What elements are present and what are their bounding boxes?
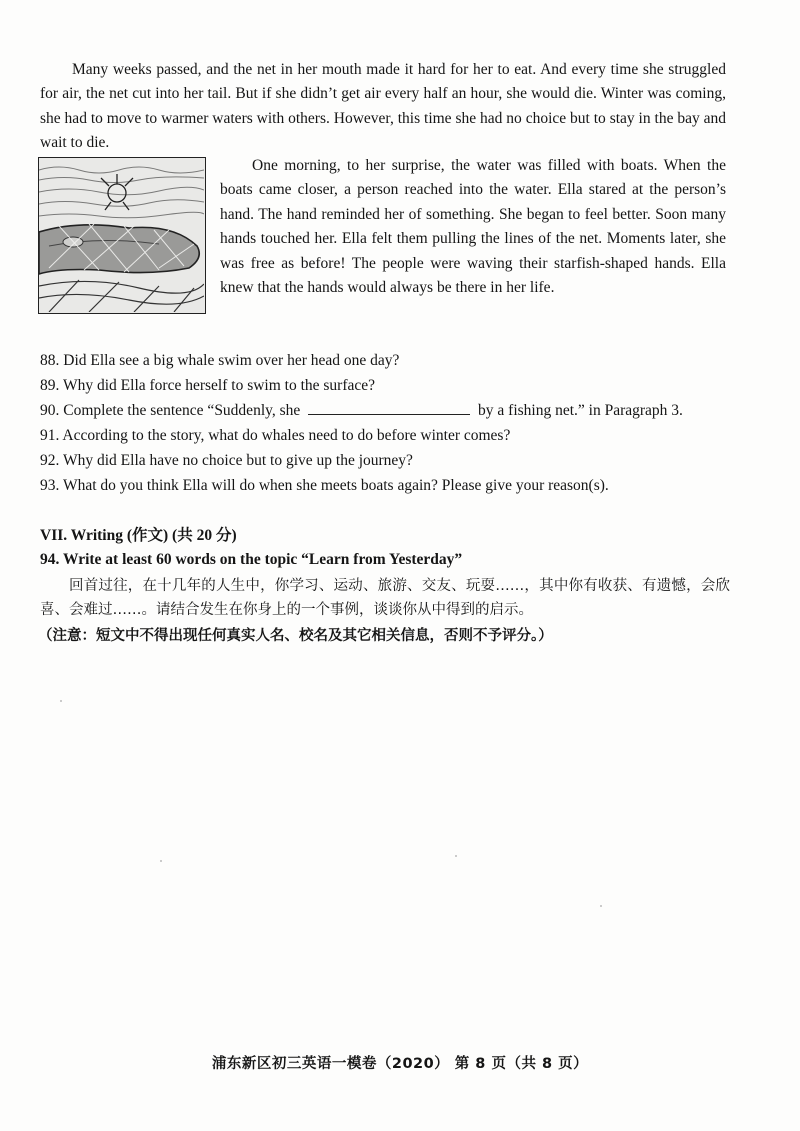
question-text: Why did Ella have no choice but to give up the journey? bbox=[62, 452, 413, 469]
question-text-after-blank: by a fishing net.” in Paragraph 3. bbox=[478, 402, 683, 419]
question-text-before-blank: Complete the sentence “Suddenly, she bbox=[63, 402, 301, 419]
question-number: 93. bbox=[40, 477, 60, 494]
whale-tangled-in-net-illustration bbox=[39, 158, 204, 312]
question-text: Did Ella see a big whale swim over her head one day? bbox=[63, 352, 400, 369]
question-number: 89. bbox=[40, 377, 60, 394]
question-93 bbox=[40, 473, 740, 498]
story-paragraph-1: Many weeks passed, and the net in her mouth made it hard for her to eat. And every time she struggled for air, the net cut into her tail. But if she didn’t get air every half an hour, she would die. Winter was coming, she had to move to warmer waters with others. However, this time she had no choice but to stay in the bay and wait to die. bbox=[40, 61, 726, 152]
question-90 bbox=[40, 398, 740, 423]
question-number: 90. bbox=[40, 402, 60, 419]
story-paragraph-2: One morning, to her surprise, the water was filled with boats. When the boats came closer, a person reached into the water. Ella stared at the person’s hand. The hand reminded her of something. She began to feel better. Soon many hands touched her. Ella felt them pulling the lines of the net. Moments later, she was free as before! The people were waving their starfish-shaped hands. Ella knew that the hands would always be there in her life. bbox=[220, 157, 726, 297]
question-number: 92. bbox=[40, 452, 60, 469]
question-number: 88. bbox=[40, 352, 60, 369]
question-number: 91. bbox=[40, 427, 60, 444]
question-text: What do you think Ella will do when she meets boats again? Please give your reason(s). bbox=[62, 477, 609, 494]
whale-net-illustration bbox=[38, 157, 206, 314]
scan-speck bbox=[60, 700, 62, 702]
writing-instructions: 回首过往，在十几年的人生中，你学习、运动、旅游、交友、玩耍……，其中你有收获、有遗憾，会欣喜、会难过……。请结合发生在你身上的一个事例，谈谈你从中得到的启示。 bbox=[40, 578, 730, 619]
question-89 bbox=[40, 373, 740, 398]
scan-speck bbox=[600, 905, 602, 907]
writing-section-title: VII. Writing (作文) (共 20 分) bbox=[40, 527, 237, 544]
question-92 bbox=[40, 448, 740, 473]
scan-speck bbox=[160, 860, 162, 862]
question-91 bbox=[40, 423, 740, 448]
question-88 bbox=[40, 348, 740, 373]
writing-task: 94. Write at least 60 words on the topic “Learn from Yesterday” bbox=[40, 551, 463, 568]
question-text: Why did Ella force herself to swim to the surface? bbox=[62, 377, 376, 394]
page-footer: 浦东新区初三英语一模卷（2020） 第 8 页（共 8 页） bbox=[211, 1056, 589, 1072]
question-list bbox=[40, 348, 740, 498]
writing-note: （注意：短文中不得出现任何真实人名、校名及其它相关信息，否则不予评分。） bbox=[38, 628, 553, 644]
question-text: According to the story, what do whales need to do before winter comes? bbox=[62, 427, 511, 444]
scan-speck bbox=[455, 855, 457, 857]
answer-blank[interactable] bbox=[308, 400, 470, 415]
